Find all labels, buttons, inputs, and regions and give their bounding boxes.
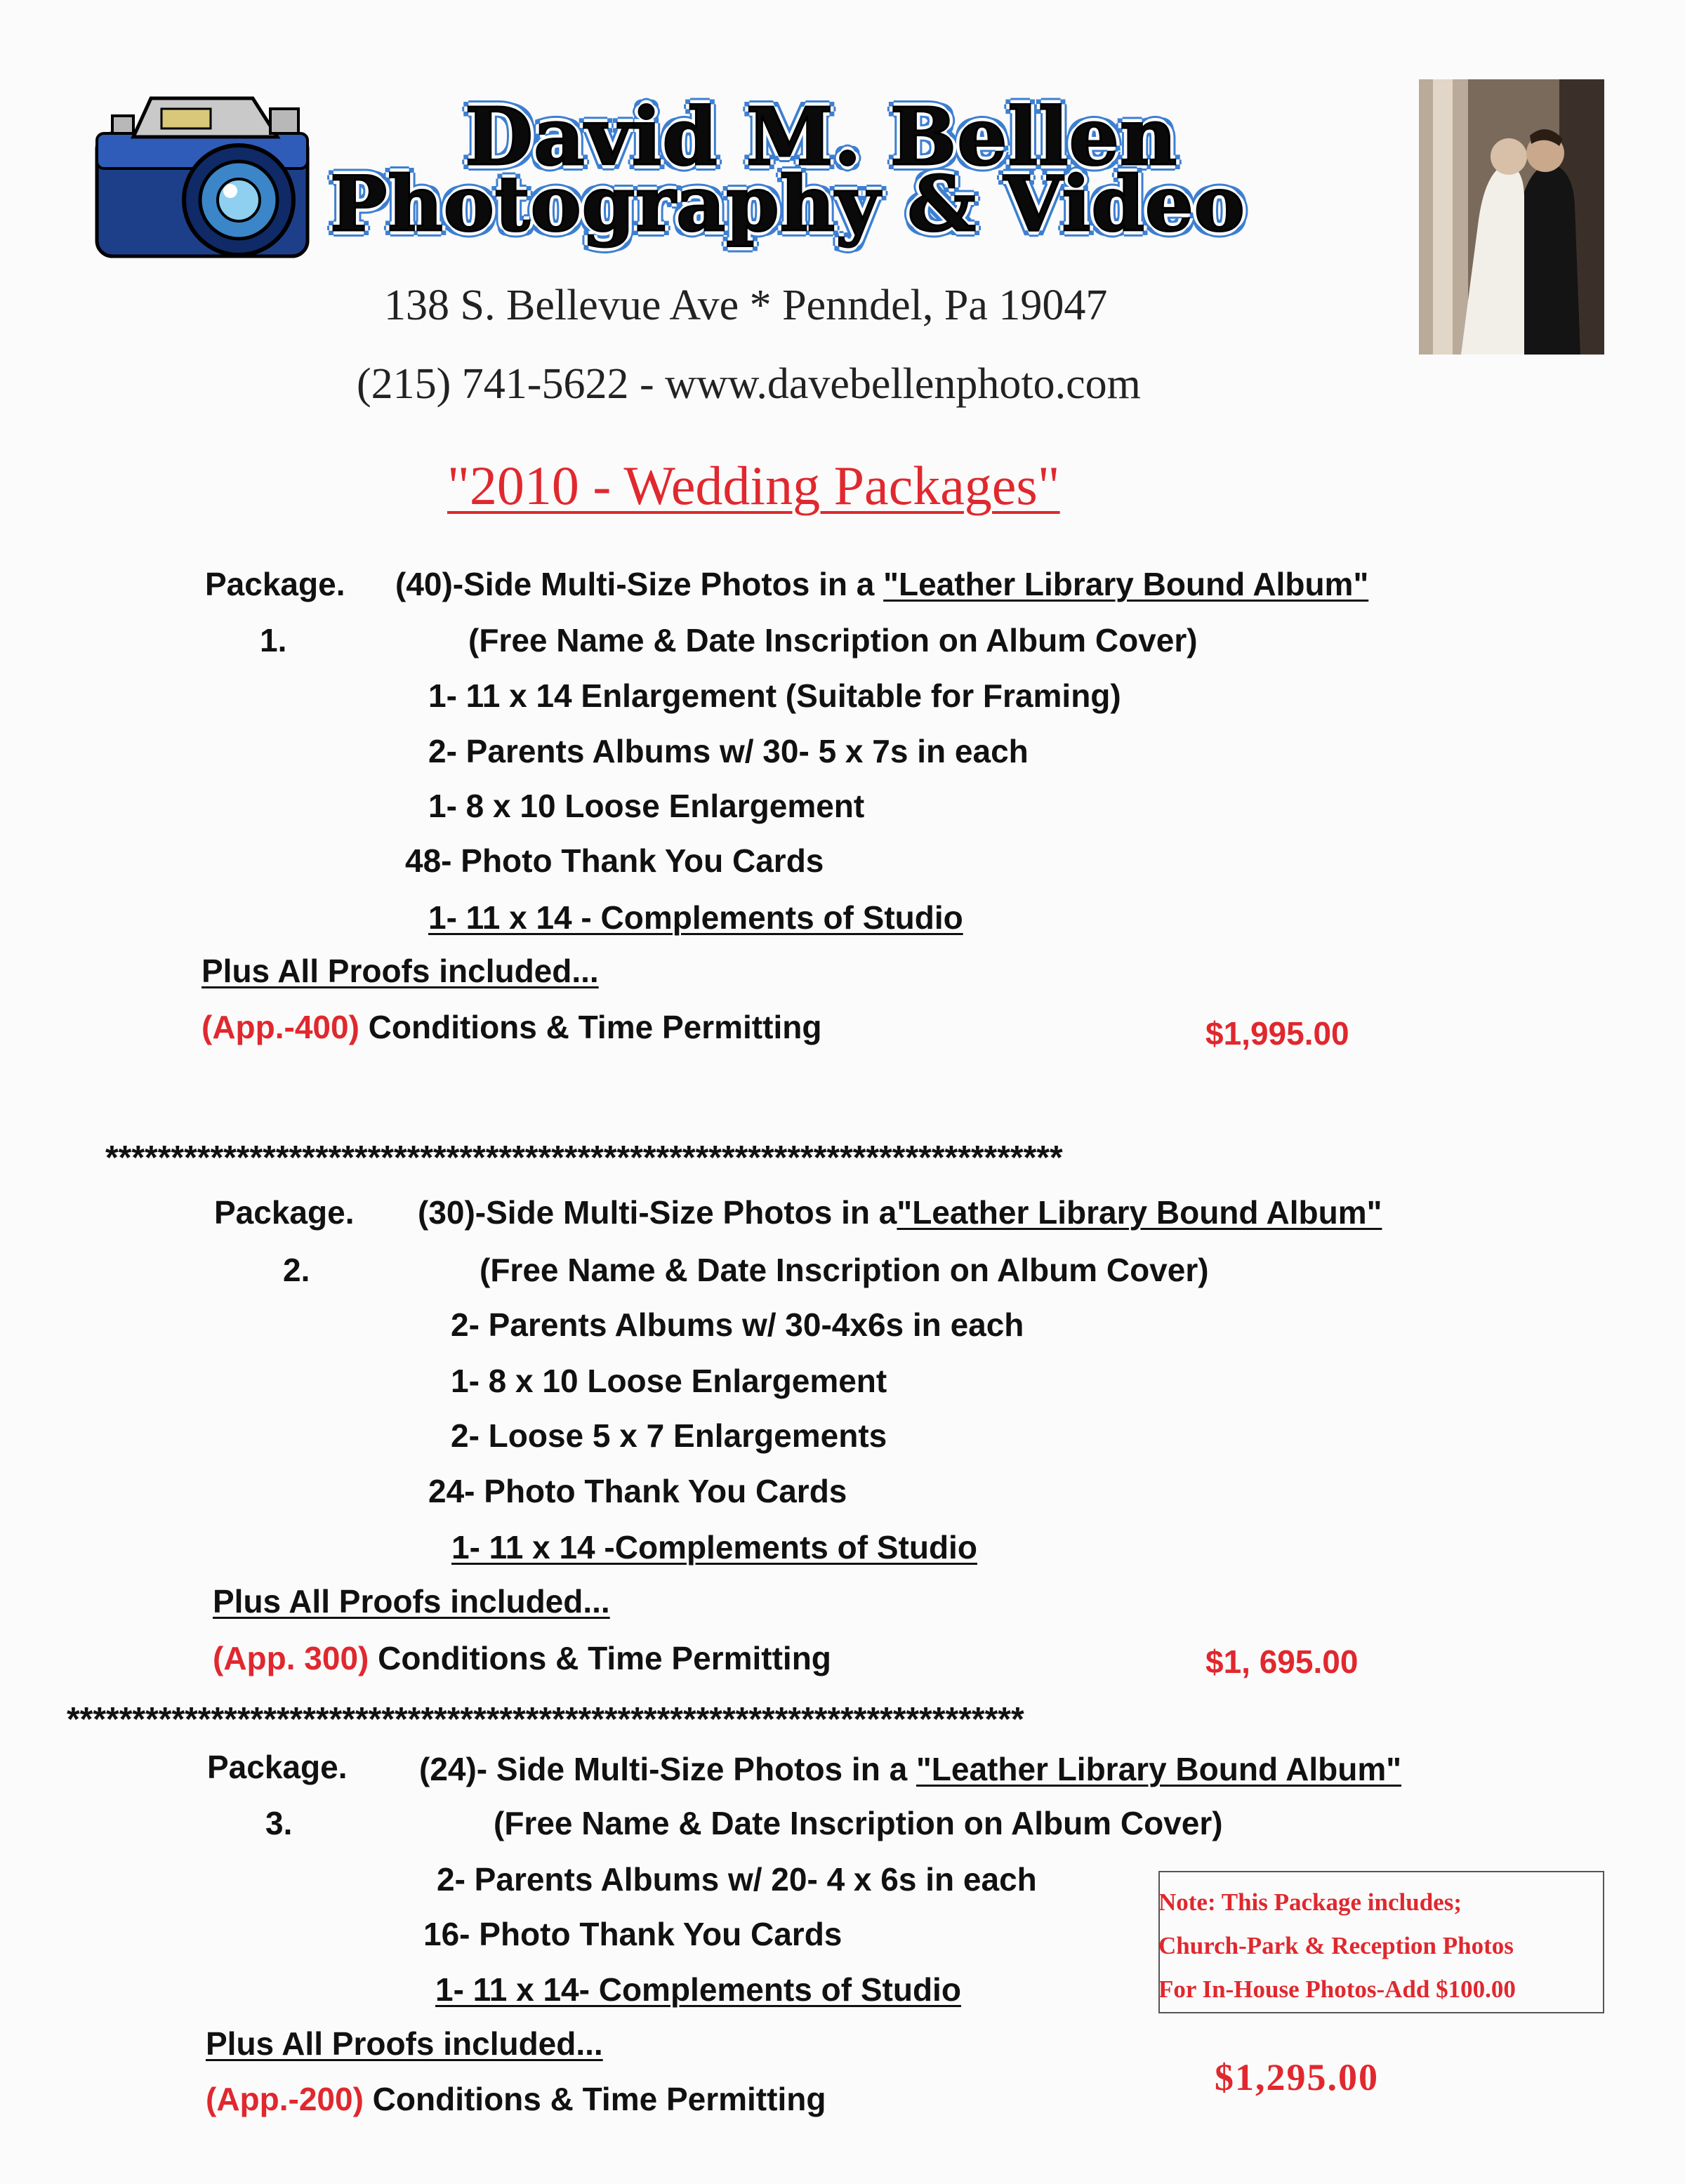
package-item: 2- Parents Albums w/ 30-4x6s in each — [451, 1306, 1024, 1343]
studio-contact: (215) 741-5622 - www.davebellenphoto.com — [357, 360, 1141, 408]
package-number: 1. — [260, 622, 287, 658]
album-name: "Leather Library Bound Album" — [883, 566, 1369, 602]
package-label: Package. — [214, 1194, 355, 1231]
conditions-text: Conditions & Time Permitting — [363, 2081, 826, 2117]
album-prefix: (40)-Side Multi-Size Photos in a — [395, 566, 884, 602]
album-name: "Leather Library Bound Album" — [897, 1194, 1382, 1231]
package-item: 1- 11 x 14 - Complements of Studio — [428, 899, 963, 936]
package-item: 1- 11 x 14 -Complements of Studio — [451, 1529, 977, 1566]
approx-count: (App.-400) — [201, 1009, 359, 1045]
conditions-text: Conditions & Time Permitting — [369, 1640, 831, 1676]
package-item: 24- Photo Thank You Cards — [428, 1473, 847, 1509]
package-price: $1,995.00 — [1205, 1015, 1349, 1052]
studio-address: 138 S. Bellevue Ave * Penndel, Pa 19047 — [384, 282, 1108, 329]
logo-subtitle: Photography & Video — [330, 160, 1245, 249]
package-item: 2- Loose 5 x 7 Enlargements — [451, 1417, 887, 1454]
note-line: Church-Park & Reception Photos — [1158, 1932, 1514, 1959]
proofs-included: Plus All Proofs included... — [201, 953, 599, 989]
separator: ************************************************************************* — [105, 1139, 1063, 1177]
conditions-line — [213, 1639, 831, 1677]
album-description — [418, 1193, 1382, 1231]
package-item: 2- Parents Albums w/ 20- 4 x 6s in each — [437, 1861, 1037, 1898]
inscription: (Free Name & Date Inscription on Album Cover) — [494, 1805, 1223, 1841]
package-item: 48- Photo Thank You Cards — [405, 842, 824, 879]
package-item: 1- 11 x 14 Enlargement (Suitable for Framing) — [428, 677, 1121, 714]
page-title: "2010 - Wedding Packages" — [447, 455, 1060, 516]
package-price: $1, 695.00 — [1205, 1643, 1359, 1680]
package-number: 2. — [283, 1252, 310, 1288]
note-line: Note: This Package includes; — [1158, 1888, 1462, 1916]
note-line: For In-House Photos-Add $100.00 — [1158, 1975, 1516, 2003]
album-prefix: (24)- Side Multi-Size Photos in a — [419, 1751, 916, 1787]
package-label: Package. — [205, 566, 345, 602]
conditions-line — [206, 2080, 826, 2118]
wedding-photo — [1419, 79, 1604, 355]
package-number: 3. — [265, 1805, 293, 1841]
package-label: Package. — [207, 1749, 348, 1785]
proofs-included: Plus All Proofs included... — [206, 2025, 603, 2062]
album-description — [419, 1750, 1401, 1788]
album-description — [395, 565, 1368, 603]
package-item: 1- 11 x 14- Complements of Studio — [435, 1971, 961, 2008]
conditions-text: Conditions & Time Permitting — [359, 1009, 822, 1045]
package-item: 1- 8 x 10 Loose Enlargement — [428, 788, 865, 824]
separator: ************************************************************************* — [67, 1701, 1024, 1738]
album-prefix: (30)-Side Multi-Size Photos in a — [418, 1194, 897, 1231]
logo-name: David M. Bellen — [465, 91, 1178, 183]
inscription: (Free Name & Date Inscription on Album Cover) — [468, 622, 1198, 658]
proofs-included: Plus All Proofs included... — [213, 1583, 610, 1620]
package-item: 1- 8 x 10 Loose Enlargement — [451, 1363, 887, 1399]
inscription: (Free Name & Date Inscription on Album Cover) — [480, 1252, 1209, 1288]
package-note — [1158, 1871, 1604, 2013]
approx-count: (App.-200) — [206, 2081, 364, 2117]
camera-logo-icon — [84, 84, 323, 274]
package-price: $1,295.00 — [1215, 2056, 1379, 2098]
package-item: 16- Photo Thank You Cards — [423, 1916, 842, 1952]
conditions-line — [201, 1008, 821, 1046]
album-name: "Leather Library Bound Album" — [916, 1751, 1402, 1787]
approx-count: (App. 300) — [213, 1640, 369, 1676]
package-item: 2- Parents Albums w/ 30- 5 x 7s in each — [428, 733, 1029, 769]
